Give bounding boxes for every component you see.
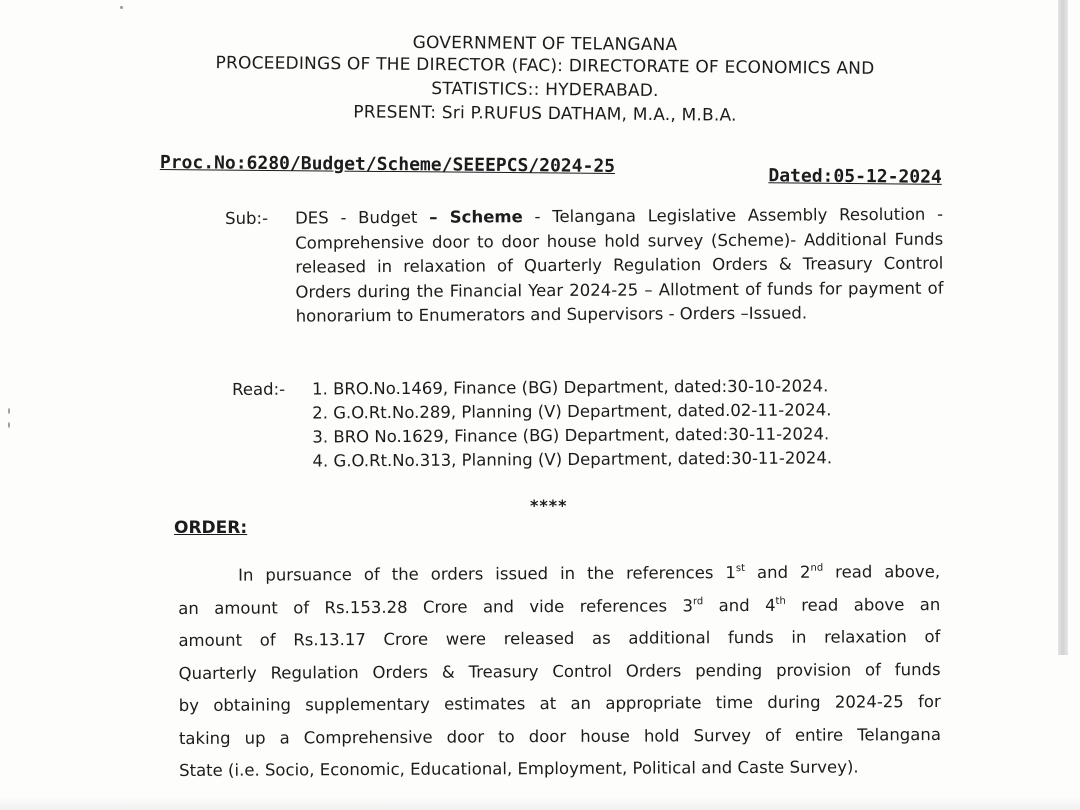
order-line: amount of Rs.13.17 Crore were released as additional funds in relaxation of — [178, 627, 941, 650]
order-text: read above, — [823, 562, 941, 582]
order-heading: ORDER: — [174, 518, 248, 538]
proc-line — [159, 152, 942, 188]
order-text: In pursuance of the orders issued in the references 1 — [238, 563, 736, 585]
references-block — [232, 374, 938, 474]
subject-post: - Telangana Legislative Assembly Resolution - Comprehensive door to door house hold survey (Scheme)- Additional Funds released in relaxation of Quarterly Regulation Orders & Treasury Control Orders during the Financial Year 2024-25 – Allotment of funds for payment of honorarium to Enumerators and Supervisors - Orders –Issued. — [295, 204, 944, 326]
subject-label: Sub:- — [225, 208, 269, 228]
order-text: read above an — [785, 594, 941, 615]
subject-pre: DES - Budget — [295, 207, 430, 228]
reference-item: 1. BRO.No.1469, Finance (BG) Department, dated:30-10-2024. — [312, 376, 829, 399]
order-line — [178, 556, 940, 592]
superscript: th — [775, 595, 786, 607]
scan-speck — [120, 6, 123, 9]
reference-item: 3. BRO No.1629, Finance (BG) Department, dated:30-11-2024. — [312, 424, 830, 447]
scan-speck — [8, 422, 10, 428]
order-line: by obtaining supplementary estimates at an appropriate time during 2024-25 for — [178, 692, 941, 715]
reference-item: 4. G.O.Rt.No.313, Planning (V) Department, dated:30-11-2024. — [312, 448, 833, 471]
subject-text — [295, 203, 944, 329]
header-statistics: STATISTICS:: HYDERABAD. — [431, 79, 659, 101]
order-line — [178, 589, 940, 625]
order-paragraph — [178, 556, 941, 787]
superscript: rd — [692, 595, 704, 607]
separator: **** — [530, 496, 568, 515]
proc-number: Proc.No:6280/Budget/Scheme/SEEEPCS/2024-25 — [159, 152, 616, 177]
reference-item: 2. G.O.Rt.No.289, Planning (V) Department, dated.02-11-2024. — [312, 400, 832, 423]
references-list — [232, 374, 938, 474]
header-government: GOVERNMENT OF TELANGANA — [412, 32, 678, 56]
subject-block — [225, 203, 944, 330]
superscript: nd — [810, 562, 824, 574]
subject-bold: – Scheme — [429, 207, 523, 227]
order-text: and 2 — [745, 562, 811, 583]
header-present: PRESENT: Sri P.RUFUS DATHAM, M.A., M.B.A. — [353, 102, 737, 126]
order-line: taking up a Comprehensive door to door house hold Survey of entire Telangana — [178, 724, 941, 748]
references-label: Read:- — [232, 379, 286, 399]
order-text: and 4 — [703, 595, 776, 615]
order-line: State (i.e. Socio, Economic, Educational, Employment, Political and Caste Survey). — [179, 757, 859, 780]
scan-bottom-fade — [0, 796, 1080, 810]
order-line: Quarterly Regulation Orders & Treasury Control Orders pending provision of funds — [178, 659, 941, 683]
scan-speck — [8, 408, 10, 414]
superscript: st — [735, 563, 746, 575]
proc-date: Dated:05-12-2024 — [768, 165, 942, 188]
scan-edge-shadow — [1058, 0, 1068, 655]
order-text: an amount of Rs.153.28 Crore and vide references 3 — [178, 595, 693, 618]
header-proceedings: PROCEEDINGS OF THE DIRECTOR (FAC): DIRECTORATE OF ECONOMICS AND — [215, 53, 875, 79]
